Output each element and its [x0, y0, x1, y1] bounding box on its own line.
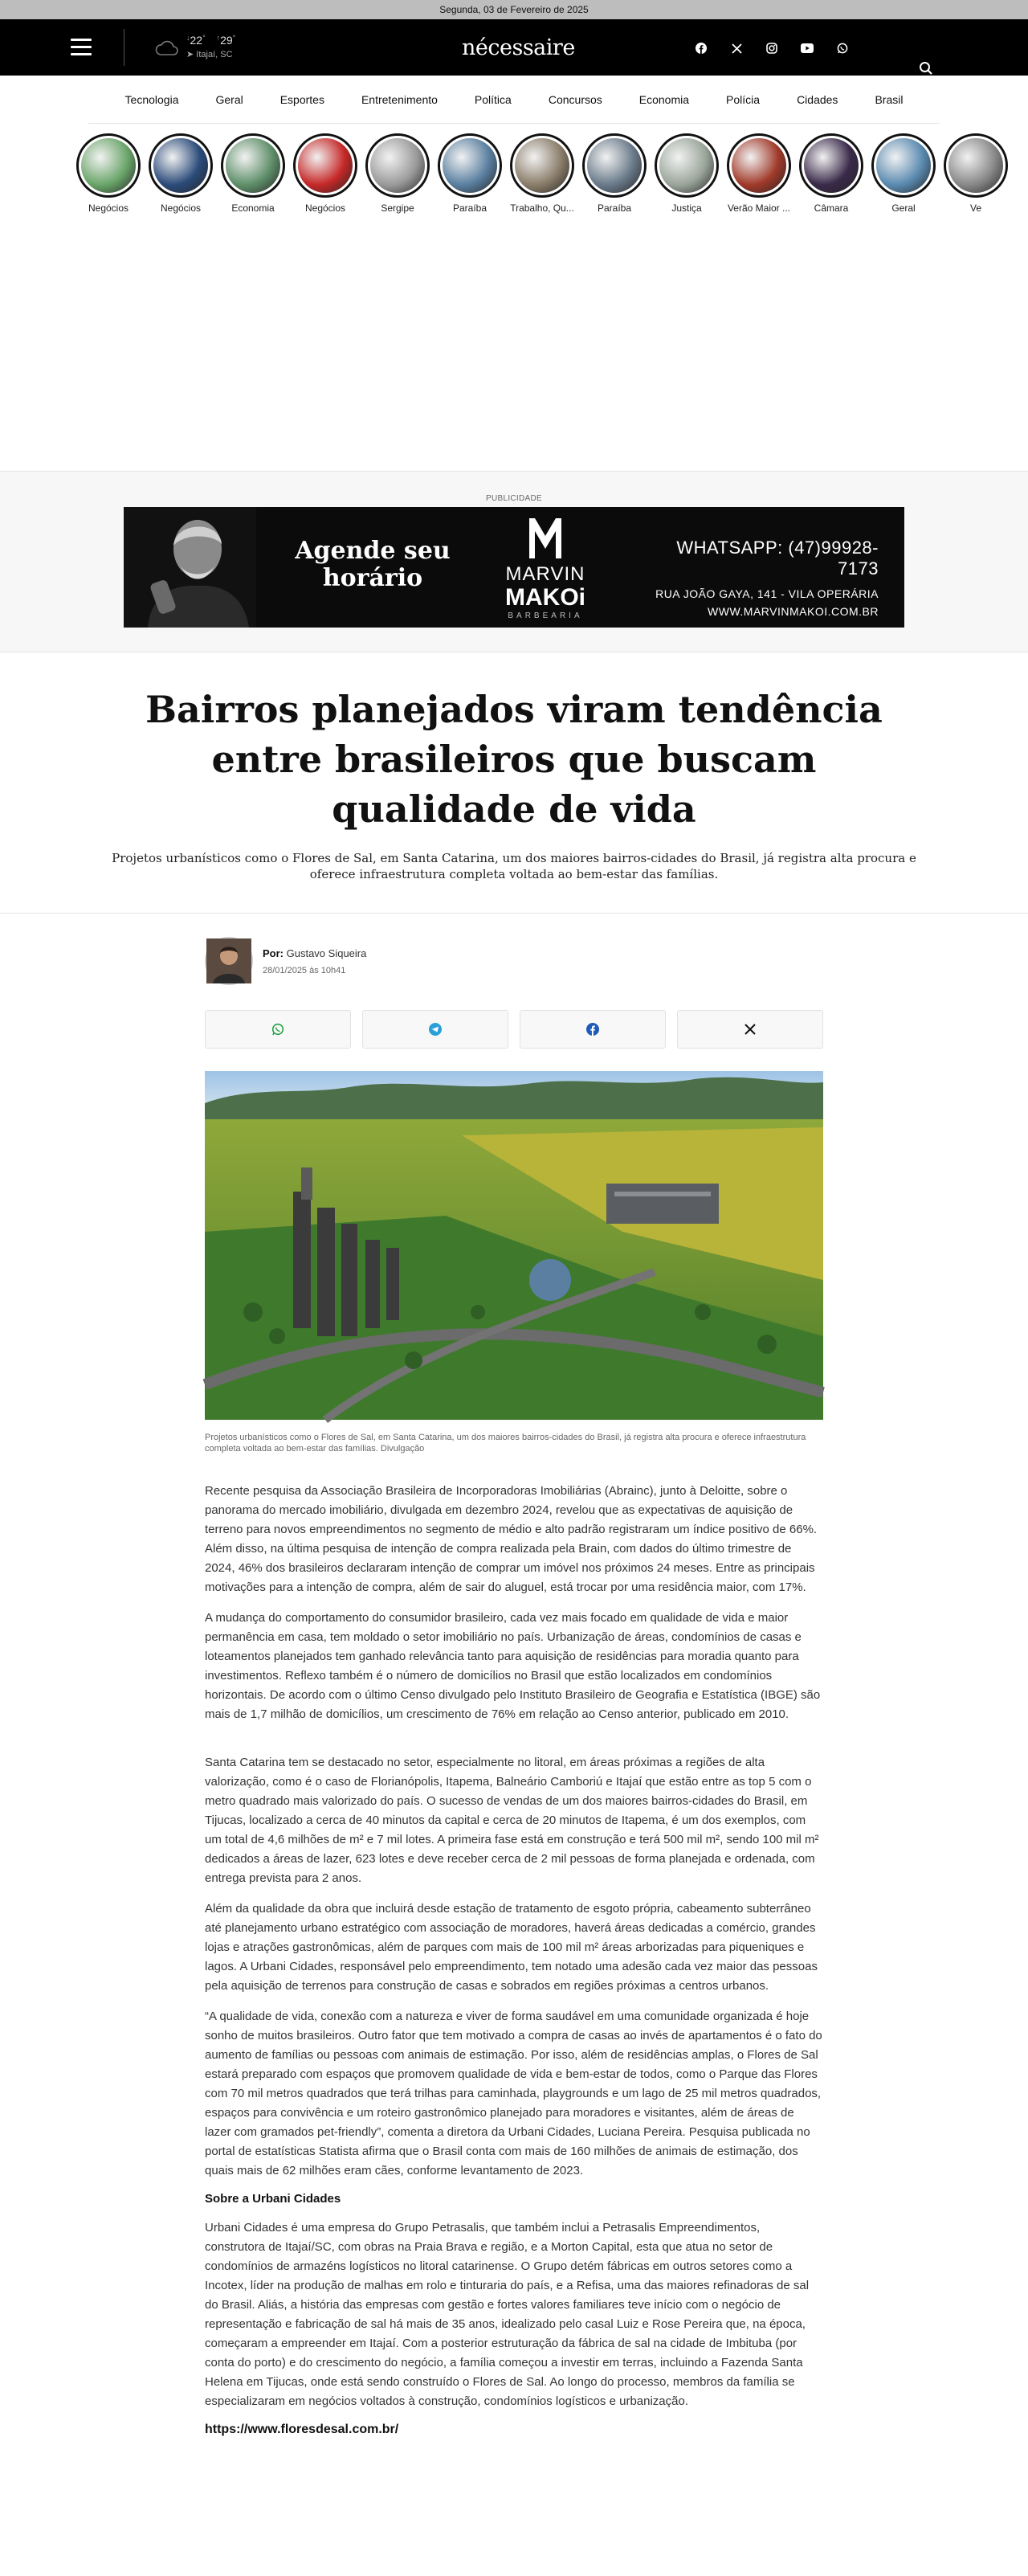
share-buttons: [205, 1010, 823, 1049]
story-item[interactable]: [506, 133, 578, 214]
barber-photo: [124, 507, 256, 628]
stories-carousel: [72, 124, 981, 222]
nav-item-politica[interactable]: Política: [474, 92, 512, 106]
paragraph: Além da qualidade da obra que incluirá desde estação de tratamento de esgoto própria, cabeamento subterrâneo até planejamento urbano estratégico com associação de moradores, haverá áreas dedicadas a comércio, grandes lojas e atrações gastronômicas, além de parques com mais de 100 mil m² áreas arborizadas para piqueniques e lagos. A Urbani Cidades, responsável pelo empreendimento, tem notado uma adesão cada vez maior das pessoas pela aquisição de terrenos para construção de casas e sobrados em regiões próximas a centros urbanos.: [205, 1902, 818, 1993]
author-block: [205, 936, 823, 986]
menu-icon[interactable]: [71, 39, 92, 56]
site-logo[interactable]: nécessaire: [462, 35, 575, 60]
story-label: Negócios: [160, 202, 202, 214]
publish-date: 28/01/2025 às 10h41: [263, 965, 346, 975]
story-item[interactable]: [145, 133, 217, 214]
weather-widget: ↓22° ↑29° ➤ Itajaí, SC: [154, 34, 243, 59]
paragraph: Santa Catarina tem se destacado no setor, especialmente no litoral, em áreas próximas a regiões de alta valorização, como é o caso de Florianópolis, Itapema, Balneário Camboriú e Itajaí que estão entre as top 5 com o metro quadrado mais valorizado do país. O sucesso de vendas de um dos maiores bairros-cidades do Brasil, em Tijucas, localizado a cerca de 40 minutos da capital e cerca de 20 minutos de Itapema, é um dos exemplos, com um total de 4,6 milhões de m² e 7 mil lotes. A primeira fase está em construção e terá 500 mil m², sendo 100 mil m² dedicados a áreas de lazer, 623 lotes e deve receber cerca de 2 mil pessoas de forma planejada e ordenada, com entrega prevista para 2 anos.: [205, 1756, 819, 1885]
share-facebook-button[interactable]: [520, 1010, 666, 1049]
story-item[interactable]: [289, 133, 361, 214]
instagram-icon[interactable]: [763, 39, 781, 57]
facebook-icon: [586, 1023, 599, 1036]
nav-item-esportes[interactable]: Esportes: [279, 92, 324, 106]
ad-headline: Agende seu horário: [295, 537, 451, 592]
x-icon[interactable]: [728, 39, 745, 57]
story-thumbnail: [727, 133, 791, 198]
story-thumbnail: [76, 133, 141, 198]
article-body: [205, 936, 823, 2437]
ad-address: RUA JOÃO GAYA, 141 - VILA OPERÁRIA: [655, 587, 879, 600]
article-content: [205, 1482, 823, 2437]
ad-label: PUBLICIDADE: [486, 494, 542, 503]
story-thumbnail: [655, 133, 719, 198]
temp-max: 29: [220, 34, 233, 47]
story-item[interactable]: [651, 133, 723, 214]
author-prefix: Por:: [263, 947, 284, 959]
nav-item-entretenimento[interactable]: Entretenimento: [361, 92, 438, 106]
story-label: Negócios: [88, 202, 129, 214]
nav-item-policia[interactable]: Polícia: [726, 92, 761, 106]
cloud-icon: [154, 39, 178, 56]
author-name[interactable]: Gustavo Siqueira: [286, 947, 367, 959]
story-label: Sergipe: [381, 202, 414, 214]
ad-brand-name-bold: MAKOi: [505, 584, 585, 611]
story-item[interactable]: [723, 133, 795, 214]
article-title: Bairros planejados viram tendência entre brasileiros que buscam qualidade de vida: [145, 688, 883, 831]
external-link[interactable]: https://www.floresdesal.com.br/: [205, 2423, 399, 2436]
paragraph: Recente pesquisa da Associação Brasileira de Incorporadoras Imobiliárias (Abrainc), junto à Deloitte, sobre o panorama do mercado imobiliário, divulgada em dezembro 2024, revelou que as expectativas de aquisição de terreno para novos empreendimentos no segmento de médio e alto padrão registraram um índice positivo de 66%. Além disso, na última pesquisa de intenção de compra realizada pela Brain, com dados do último trimestre de 2024, 46% dos brasileiros declararam intenção de comprar um imóvel nos próximos 24 meses. Entre as principais motivações para a intenção de compra, além de sair do aluguel, está trocar por uma residência maior, com 17%.: [205, 1484, 818, 1594]
story-thumbnail: [365, 133, 430, 198]
advertisement-section: [0, 471, 1028, 652]
ad-placeholder: [0, 222, 1028, 471]
story-label: Negócios: [304, 202, 346, 214]
story-label: Geral: [891, 202, 916, 214]
story-thumbnail: [221, 133, 285, 198]
story-thumbnail: [799, 133, 863, 198]
story-item[interactable]: [72, 133, 145, 214]
ad-banner[interactable]: [124, 507, 904, 628]
story-thumbnail: [871, 133, 936, 198]
story-item[interactable]: [578, 133, 651, 214]
story-thumbnail: [510, 133, 574, 198]
ad-contact: [638, 538, 879, 618]
article-lead: Projetos urbanísticos como o Flores de Sal, em Santa Catarina, um dos maiores bairros-cidades do Brasil, já registra alta procura e oferece infraestrutura completa voltada ao bem-estar das famílias.: [112, 851, 916, 881]
story-thumbnail: [438, 133, 502, 198]
search-icon[interactable]: [919, 61, 933, 76]
youtube-icon[interactable]: [798, 39, 816, 57]
ad-brand-subtitle: BARBEARIA: [508, 611, 583, 620]
avatar[interactable]: [205, 937, 253, 985]
story-label: Câmara: [814, 202, 849, 214]
article-header: [0, 652, 1028, 914]
story-item[interactable]: [940, 133, 1012, 214]
whatsapp-icon: [271, 1023, 284, 1036]
ad-url: WWW.MARVINMAKOI.COM.BR: [708, 605, 879, 618]
section-subhead: Sobre a Urbani Cidades: [205, 2192, 341, 2206]
share-whatsapp-button[interactable]: [205, 1010, 351, 1049]
story-thumbnail: [293, 133, 357, 198]
category-nav: [88, 76, 940, 124]
article-hero-image[interactable]: [205, 1071, 823, 1420]
ad-brand-name: MARVIN: [505, 563, 585, 585]
story-thumbnail: [582, 133, 647, 198]
story-label: Justiça: [671, 202, 702, 214]
story-thumbnail: [944, 133, 1008, 198]
story-label: Trabalho, Qu...: [510, 202, 574, 214]
story-item[interactable]: [867, 133, 940, 214]
telegram-icon: [429, 1023, 442, 1036]
facebook-icon[interactable]: [692, 39, 710, 57]
ad-phone: WHATSAPP: (47)99928-7173: [676, 538, 879, 579]
story-thumbnail: [149, 133, 213, 198]
nav-item-brasil[interactable]: Brasil: [875, 92, 904, 106]
x-icon: [744, 1024, 756, 1035]
story-item[interactable]: [434, 133, 506, 214]
story-item[interactable]: [361, 133, 434, 214]
story-label: Economia: [231, 202, 275, 214]
date-bar: Segunda, 03 de Fevereiro de 2025: [0, 0, 1028, 19]
social-links: [692, 39, 851, 57]
paragraph: “A qualidade de vida, conexão com a natureza e viver de forma saudável em uma comunidade organizada é hoje sonho de muitos brasileiros. Outro fator que tem motivado a compra de casas ao invés de apartamentos é o fato do aumento de famílias ou pessoas com animais de estimação. Por isso, além de residências amplas, o Flores de Sal estará preparado com espaços que promovem qualidade de vida e bem-estar de todos, como o Parque das Flores com 70 mil metros quadrados que terá trilhas para caminhada, playgrounds e um lago de 25 mil metros quadrados, espaços para convivência e um roteiro gastronômico planejado para moradores e visitantes, além de áreas de lazer com gramados pet-friendly”, comenta a diretora da Urbani Cidades, Luciana Pereira. Pesquisa publicada no portal de estatísticas Statista afirma que o Brasil conta com mais de 160 milhões de animais de estimação, dos quais mais de 62 milhões eram cães, conforme levantamento de 2023.: [205, 2010, 822, 2177]
weather-location: Itajaí, SC: [196, 50, 233, 59]
nav-item-cidades[interactable]: Cidades: [797, 92, 838, 106]
nav-item-economia[interactable]: Economia: [638, 92, 690, 106]
story-label: Ve: [969, 202, 981, 214]
location-pin-icon: ➤: [186, 50, 194, 59]
story-label: Paraíba: [452, 202, 487, 214]
story-item[interactable]: [217, 133, 289, 214]
paragraph: A mudança do comportamento do consumidor brasileiro, cada vez mais focado em qualidade de vida e maior permanência em casa, tem moldado o setor imobiliário no país. Urbanização de áreas, condomínios de casas e loteamentos planejados tem ganhado relevância tanto para aquisição de residências para moradia quanto para investimentos. Reflexo também é o número de domicílios no Brasil que estão localizados em condomínios horizontais. De acordo com o último Censo divulgado pelo Instituto Brasileiro de Geografia e Estatística (IBGE) são mais de 1,7 milhão de domicílios, um crescimento de 76% em relação ao Censo anterior, publicado em 2010.: [205, 1611, 821, 1721]
story-label: Paraíba: [597, 202, 632, 214]
share-telegram-button[interactable]: [362, 1010, 508, 1049]
temp-min: 22: [190, 34, 203, 47]
top-header: [0, 19, 1028, 76]
nav-item-tecnologia[interactable]: Tecnologia: [124, 92, 179, 106]
nav-item-concursos[interactable]: Concursos: [548, 92, 602, 106]
paragraph: Urbani Cidades é uma empresa do Grupo Petrasalis, que também inclui a Petrasalis Empreendimentos, construtora de Itajaí/SC, com obras na Praia Brava e região, e a Morton Capital, esta que atua no setor de condomínios de armazéns logísticos no litoral catarinense. O Grupo detém fábricas em outros setores como a Incotex, líder na produção de malhas em rolo e tinturaria do país, e a Refisa, uma das maiores refinadoras de sal do Brasil. Aliás, a história das empresas com gestão e fortes valores familiares teve início com o negócio de representação e fabricação de sal há mais de 35 anos, idealizado pelo casal Luiz e Rose Pereira que, na época, começaram a empreender em Itajaí. Com a posterior estruturação da fábrica de sal na cidade de Imbituba (por conta do porto) e do crescimento do negócio, a família começou a investir em terras, incluindo a Fazenda Santa Helena em Tijucas, onde está sendo construído o Flores de Sal. Ao longo do processo, membros da família se especializaram em negócios voltados à construção, condomínios logísticos e urbanização.: [205, 2221, 810, 2408]
share-x-button[interactable]: [677, 1010, 823, 1049]
header-divider-line: [0, 913, 1028, 914]
whatsapp-icon[interactable]: [834, 39, 851, 57]
story-item[interactable]: [795, 133, 867, 214]
nav-item-geral[interactable]: Geral: [215, 92, 243, 106]
image-caption: Projetos urbanísticos como o Flores de Sal, em Santa Catarina, um dos maiores bairros-cidades do Brasil, já registra alta procura e oferece infraestrutura completa voltada ao bem-estar das famílias. Divulgação: [205, 1433, 806, 1454]
story-label: Verão Maior ...: [727, 202, 791, 214]
